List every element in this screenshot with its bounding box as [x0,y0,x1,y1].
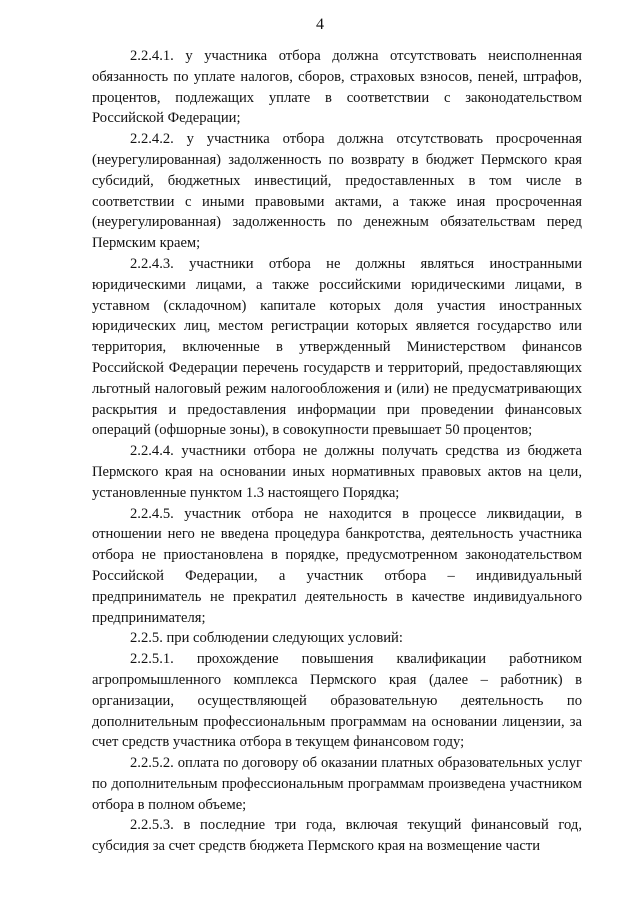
paragraph-2-2-4-1: 2.2.4.1. у участника отбора должна отсутствовать неисполненная обязанность по уплате налогов, сборов, страховых взносов, пеней, штрафов, процентов, подлежащих уплате в соответствии с законодательством Российской Федерации; [92,48,582,127]
page-number: 4 [316,16,324,33]
paragraph-2-2-5-2: 2.2.5.2. оплата по договору об оказании платных образовательных услуг по дополнительным профессиональным программам произведена участником отбора в полном объеме; [92,755,582,813]
paragraph-2-2-4-5: 2.2.4.5. участник отбора не находится в процессе ликвидации, в отношении него не введена процедура банкротства, деятельность участника отбора не приостановлена в порядке, предусмотренном законодательством Российской Федерации, а участник отбора – индивидуальный предприниматель не прекратил деятельность в качестве индивидуального предпринимателя; [92,505,582,626]
paragraph-2-2-4-3: 2.2.4.3. участники отбора не должны являться иностранными юридическими лицами, а также российскими юридическими лицами, в уставном (складочном) капитале которых доля участия иностранных юридических лиц, местом регистрации которых является государство или территория, включенные в утвержденный Министерством финансов Российской Федерации перечень государств и территорий, предоставляющих льготный налоговый режим налогообложения и (или) не предусматривающих раскрытия и предоставления информации при проведении финансовых операций (офшорные зоны), в совокупности превышает 50 процентов; [92,255,582,439]
paragraph-2-2-4-2: 2.2.4.2. у участника отбора должна отсутствовать просроченная (неурегулированная) задолженность по возврату в бюджет Пермского края субсидий, бюджетных инвестиций, предоставленных в том числе в соответствии с иными правовыми актами, а также иная просроченная (неурегулированная) задолженность по денежным обязательствам перед Пермским краем; [92,131,582,252]
paragraph-2-2-5-3: 2.2.5.3. в последние три года, включая текущий финансовый год, субсидия за счет средств бюджета Пермского края на возмещение части [92,817,582,855]
document-body [92,46,582,857]
paragraph-2-2-4-4: 2.2.4.4. участники отбора не должны получать средства из бюджета Пермского края на основании иных нормативных правовых актов на цели, установленные пунктом 1.3 настоящего Порядка; [92,443,582,501]
paragraph-2-2-5: 2.2.5. при соблюдении следующих условий: [130,630,403,647]
paragraph-2-2-5-1: 2.2.5.1. прохождение повышения квалификации работником агропромышленного комплекса Пермского края (далее – работник) в организации, осуществляющей образовательную деятельность по дополнительным профессиональным программам на основании лицензии, за счет средств участника отбора в текущем финансовом году; [92,651,582,751]
